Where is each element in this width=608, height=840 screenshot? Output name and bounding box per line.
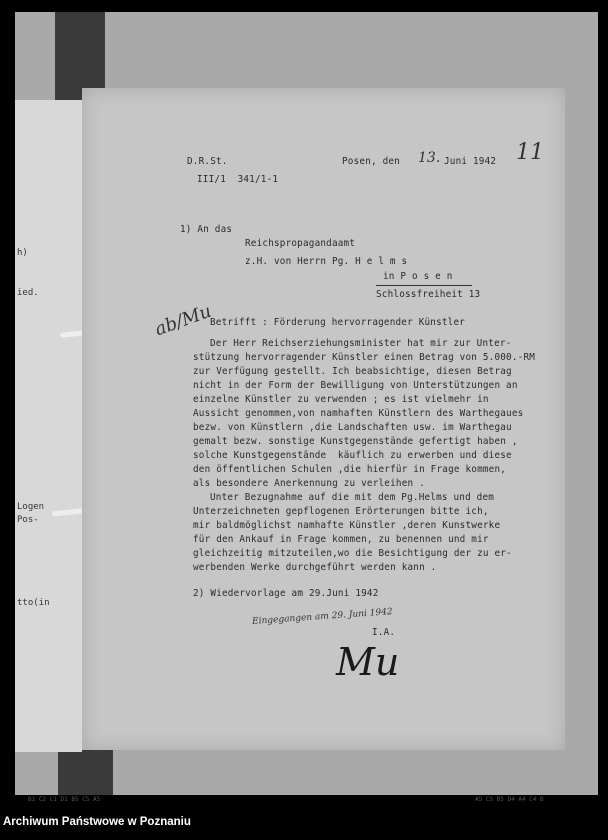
body-line: Aussicht genommen,von namhaften Künstlern des Warthegaues: [193, 408, 524, 419]
body-line: für den Ankauf in Frage kommen, zu benennen und mir: [193, 534, 489, 545]
adjacent-page-strip: [15, 100, 82, 752]
fragment: ied.: [17, 288, 39, 298]
margin-note: ab/Mu: [152, 300, 215, 341]
recipient-person: z.H. von Herrn Pg. H e l m s: [245, 256, 408, 267]
recipient-city: in P o s e n: [383, 271, 453, 282]
handwritten-receipt-note: Eingegangen am 29. Juni 1942: [251, 607, 393, 627]
fragment: tto(in: [17, 598, 50, 608]
body-line: gleichzeitig mitzuteilen,wo die Besichtigung der zu er-: [193, 548, 512, 559]
recipient-prefix: 1) An das: [180, 224, 233, 235]
body-line: Der Herr Reichserziehungsminister hat mir zur Unter-: [210, 338, 512, 349]
handwritten-day: 13.: [418, 150, 441, 166]
underline: [376, 285, 472, 286]
followup-line: 2) Wiedervorlage am 29.Juni 1942: [193, 588, 379, 599]
body-line: den öffentlichen Schulen ,die hierfür in Frage kommen,: [193, 464, 507, 475]
file-number: III/1 341/1-1: [197, 174, 279, 185]
body-line: als besondere Anerkennung zu verleihen .: [193, 478, 425, 489]
recipient-street: Schlossfreiheit 13: [376, 289, 481, 300]
subject-line: Betrifft : Förderung hervorragender Künstler: [210, 317, 466, 328]
archive-caption: Archiwum Państwowe w Poznaniu: [3, 816, 191, 828]
signature-prefix: I.A.: [372, 627, 396, 638]
document-page: [82, 88, 565, 750]
body-line: nicht in der Form der Bewilligung von Unterstützungen an: [193, 380, 518, 391]
color-scale-left: B1 C2 C1 D1 B5 C5 A5: [28, 796, 101, 803]
body-line: einzelne Künstler zu verwenden ; es ist vielmehr in: [193, 394, 489, 405]
body-line: werbenden Werke durchgeführt werden kann .: [193, 562, 437, 573]
body-line: Unterzeichneten gepflogenen Erörterungen bitte ich,: [193, 506, 489, 517]
binding-strip-bottom: [58, 748, 113, 795]
fragment: Logen: [17, 502, 45, 512]
fragment: h): [17, 248, 28, 258]
body-line: mir baldmöglichst namhafte Künstler ,deren Kunstwerke: [193, 520, 501, 531]
body-line: solche Kunstgegenstände käuflich zu erwerben und diese: [193, 450, 512, 461]
signature: Mu: [336, 640, 400, 684]
recipient-office: Reichspropagandaamt: [245, 238, 356, 249]
body-line: bezw. von Künstlern ,die Landschaften usw. im Warthegau: [193, 422, 512, 433]
binding-strip: [55, 12, 105, 100]
place-date-suffix: Juni 1942: [444, 156, 497, 167]
reference-code: D.R.St.: [187, 156, 228, 167]
body-line: stützung hervorragender Künstler einen Betrag von 5.000.-RM: [193, 352, 536, 363]
body-line: Unter Bezugnahme auf die mit dem Pg.Helms und dem: [210, 492, 495, 503]
color-scale-right: A5 C5 B5 D4 A4 C4 B: [475, 796, 544, 803]
body-line: zur Verfügung gestellt. Ich beabsichtige, diesen Betrag: [193, 366, 512, 377]
page-number-handwritten: 11: [516, 140, 544, 165]
body-line: gemalt bezw. sonstige Kunstgegenstände gefertigt haben ,: [193, 436, 518, 447]
place-date-prefix: Posen, den: [342, 156, 400, 167]
fragment: Pos-: [17, 515, 39, 525]
